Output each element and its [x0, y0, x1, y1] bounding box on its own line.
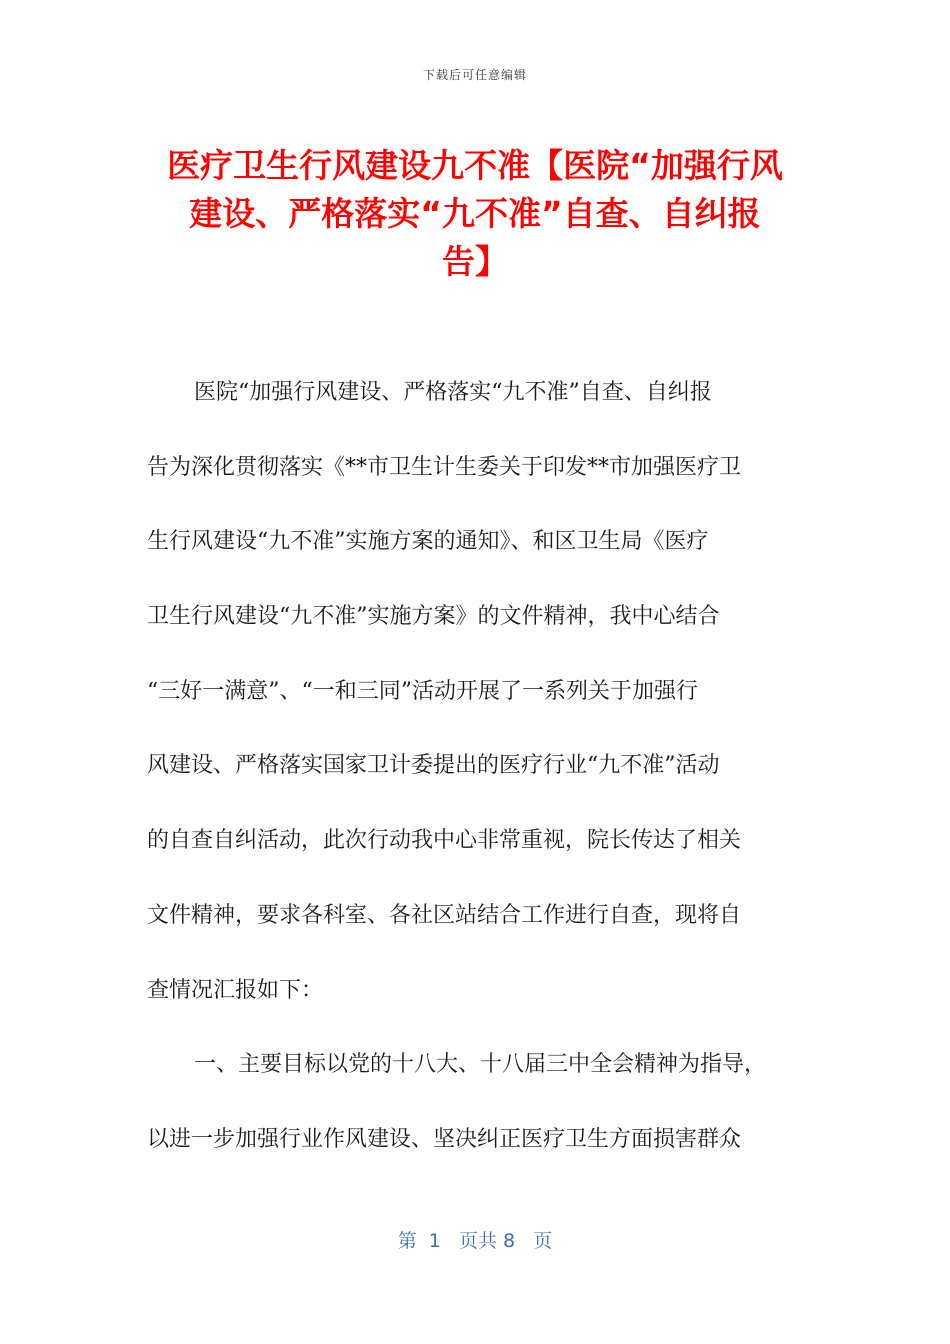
page-number-footer: 第 1 页共 8 页 [397, 1230, 553, 1252]
body-line: 告为深化贯彻落实《**市卫生计生委关于印发**市加强医疗卫 [147, 454, 742, 480]
body-line: 医院“加强行风建设、严格落实“九不准”自查、自纠报 [194, 380, 712, 405]
header-note: 下载后可任意编辑 [422, 68, 527, 82]
body-line: “三好一满意”、“一和三同”活动开展了一系列关于加强行 [147, 678, 698, 704]
body-line: 卫生行风建设“九不准”实施方案》的文件精神，我中心结合 [147, 604, 720, 630]
body-line: 风建设、严格落实国家卫计委提出的医疗行业“九不准”活动 [147, 753, 720, 779]
body-line: 一、主要目标以党的十八大、十八届三中全会精神为指导， [194, 1052, 767, 1078]
document-title [140, 142, 810, 286]
document-body [147, 370, 807, 1192]
body-line: 生行风建设“九不准”实施方案的通知》、和区卫生局《医疗 [147, 529, 709, 555]
title-line-1: 医疗卫生行风建设九不准【医院“加强行风 [167, 146, 783, 185]
title-line-2: 建设、严格落实“九不准”自查、自纠报 [189, 194, 761, 233]
body-line: 查情况汇报如下： [147, 977, 324, 1003]
title-line-3: 告】 [442, 242, 508, 281]
body-line: 文件精神，要求各科室、各社区站结合工作进行自查，现将自 [147, 902, 742, 928]
body-line: 的自查自纠活动，此次行动我中心非常重视，院长传达了相关 [147, 828, 742, 854]
body-line: 以进一步加强行业作风建设、坚决纠正医疗卫生方面损害群众 [147, 1126, 742, 1152]
